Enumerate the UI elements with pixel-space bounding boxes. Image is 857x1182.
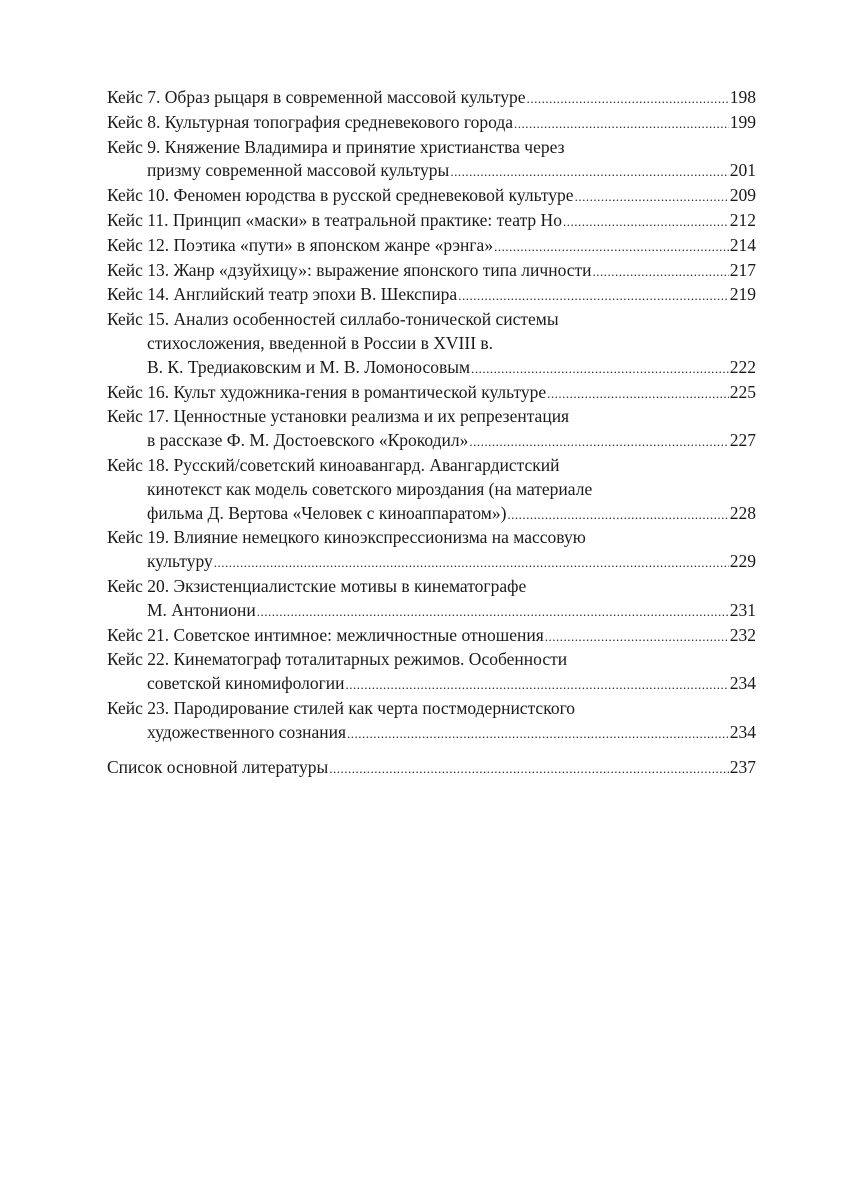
dot-leader	[257, 600, 729, 624]
toc-entry-title-line	[107, 624, 756, 649]
toc-page-number: 231	[729, 599, 756, 620]
toc-entry-text: культуру	[147, 551, 213, 572]
toc-entry-text: Кейс 19. Влияние немецкого киноэкспрессионизма на массовую	[107, 527, 586, 548]
dot-leader	[575, 185, 729, 209]
toc-entry-title-line	[107, 405, 756, 429]
toc-entry-continuation-line	[107, 502, 756, 527]
toc-page-number: 237	[729, 756, 756, 777]
toc-page-number: 212	[729, 209, 756, 230]
table-of-contents	[107, 86, 756, 780]
toc-entry[interactable]	[107, 308, 756, 380]
toc-entry-continuation-line	[107, 721, 756, 746]
dot-leader	[471, 357, 729, 381]
toc-entry[interactable]	[107, 283, 756, 308]
toc-entry-text: Кейс 8. Культурная топография средневекового города	[107, 111, 514, 132]
toc-page-number: 225	[729, 381, 756, 402]
toc-entry[interactable]	[107, 86, 756, 111]
toc-entry[interactable]	[107, 454, 756, 526]
toc-page-number: 214	[729, 234, 756, 255]
toc-entry-text: М. Антониони	[147, 599, 256, 620]
toc-entry-text: фильма Д. Вертова «Человек с киноаппаратом»)	[147, 502, 507, 523]
toc-entry[interactable]	[107, 405, 756, 454]
toc-entry-continuation-line	[107, 429, 756, 454]
toc-entry-title-line	[107, 111, 756, 136]
toc-entry-text: стихосложения, введенной в России в XVIII в.	[147, 332, 494, 353]
toc-entry-title-line	[107, 454, 756, 478]
dot-leader	[563, 210, 729, 234]
toc-page-number: 219	[729, 284, 756, 305]
dot-leader	[547, 382, 729, 406]
toc-page-number: 228	[729, 502, 756, 523]
toc-entry-continuation-line	[107, 599, 756, 624]
toc-entry[interactable]	[107, 575, 756, 624]
toc-entry[interactable]	[107, 209, 756, 234]
toc-entry-continuation-line	[107, 356, 756, 381]
toc-entry[interactable]	[107, 624, 756, 649]
toc-entry-continuation-line	[107, 672, 756, 697]
toc-entry-title-line	[107, 308, 756, 332]
toc-entry-text: Кейс 21. Советское интимное: межличностные отношения	[107, 624, 544, 645]
toc-entry-text: призму современной массовой культуры	[147, 160, 450, 181]
toc-page-number: 234	[729, 673, 756, 694]
toc-page-number: 229	[729, 551, 756, 572]
dot-leader	[593, 260, 729, 284]
toc-entry-title-line	[107, 697, 756, 721]
toc-entry-text: Кейс 7. Образ рыцаря в современной массовой культуре	[107, 87, 526, 107]
toc-entry-text: Кейс 11. Принцип «маски» в театральной практике: театр Но	[107, 209, 562, 230]
toc-page-number: 198	[729, 87, 756, 107]
toc-entry-title-line	[107, 283, 756, 308]
toc-entry-text: Кейс 16. Культ художника-гения в романтической культуре	[107, 381, 547, 402]
toc-entry-text: Кейс 18. Русский/советский киноавангард. Авангардистский	[107, 454, 560, 475]
dot-leader	[494, 235, 729, 259]
toc-entry-text: кинотекст как модель советского мироздания (на материале	[147, 478, 593, 499]
toc-entry[interactable]	[107, 381, 756, 406]
toc-entry-title-line	[107, 259, 756, 284]
toc-entry-title-line	[107, 209, 756, 234]
dot-leader	[347, 722, 729, 746]
dot-leader	[458, 284, 729, 308]
toc-entry[interactable]	[107, 184, 756, 209]
toc-entry-text: Кейс 20. Экзистенциалистские мотивы в кинематографе	[107, 575, 527, 596]
toc-entry-title-line	[107, 136, 756, 160]
dot-leader	[469, 430, 728, 454]
toc-entry-text: Кейс 17. Ценностные установки реализма и их репрезентация	[107, 406, 570, 427]
toc-page-number: 232	[729, 624, 756, 645]
toc-entry-text: Кейс 12. Поэтика «пути» в японском жанре «рэнга»	[107, 234, 494, 255]
dot-leader	[514, 112, 729, 136]
toc-entry-title-line	[107, 648, 756, 672]
dot-leader	[450, 160, 728, 184]
toc-entry-title-line	[107, 234, 756, 259]
toc-entry-text: художественного сознания	[147, 721, 347, 742]
toc-entry-title-line	[107, 86, 756, 111]
dot-leader	[545, 625, 729, 649]
dot-leader	[527, 87, 729, 111]
toc-entry-title-line	[107, 575, 756, 599]
toc-page-number: 199	[729, 111, 756, 132]
toc-entry-title-line	[107, 184, 756, 209]
toc-entry-continuation-line	[107, 478, 756, 502]
toc-page-number: 209	[729, 185, 756, 206]
toc-entry[interactable]	[107, 526, 756, 575]
toc-entry-title-line	[107, 381, 756, 406]
toc-page-number: 234	[729, 721, 756, 742]
toc-entry-title-line	[107, 526, 756, 550]
toc-entry-text: Кейс 10. Феномен юродства в русской средневековой культуре	[107, 185, 574, 206]
toc-entry[interactable]	[107, 111, 756, 136]
toc-entry-text: Кейс 22. Кинематограф тоталитарных режимов. Особенности	[107, 649, 568, 670]
dot-leader	[507, 503, 728, 527]
toc-entry[interactable]	[107, 756, 756, 781]
toc-entry[interactable]	[107, 259, 756, 284]
toc-entry-title-line	[107, 756, 756, 781]
toc-entry-text: советской киномифологии	[147, 673, 345, 694]
toc-entry-text: в рассказе Ф. М. Достоевского «Крокодил»	[147, 430, 469, 451]
toc-entry-text: Список основной литературы	[107, 756, 329, 777]
dot-leader	[329, 757, 729, 781]
dot-leader	[214, 551, 729, 575]
toc-entry-continuation-line	[107, 332, 756, 356]
toc-entry-continuation-line	[107, 159, 756, 184]
toc-entry-continuation-line	[107, 550, 756, 575]
toc-page-number: 217	[729, 259, 756, 280]
toc-entry-text: Кейс 23. Пародирование стилей как черта постмодернистского	[107, 697, 576, 718]
toc-entry[interactable]	[107, 697, 756, 746]
toc-page-number: 222	[729, 356, 756, 377]
toc-entry-text: Кейс 13. Жанр «дзуйхицу»: выражение японского типа личности	[107, 259, 592, 280]
toc-entry-text: В. К. Тредиаковским и М. В. Ломоносовым	[147, 356, 471, 377]
toc-entry[interactable]	[107, 136, 756, 185]
toc-entry-text: Кейс 9. Княжение Владимира и принятие христианства через	[107, 136, 565, 157]
toc-entry[interactable]	[107, 234, 756, 259]
toc-page-number: 201	[729, 160, 756, 181]
toc-entry-text: Кейс 14. Английский театр эпохи В. Шекспира	[107, 284, 458, 305]
dot-leader	[346, 673, 729, 697]
toc-entry-text: Кейс 15. Анализ особенностей силлабо-тонической системы	[107, 309, 559, 330]
toc-entry[interactable]	[107, 648, 756, 697]
toc-page-number: 227	[729, 430, 756, 451]
